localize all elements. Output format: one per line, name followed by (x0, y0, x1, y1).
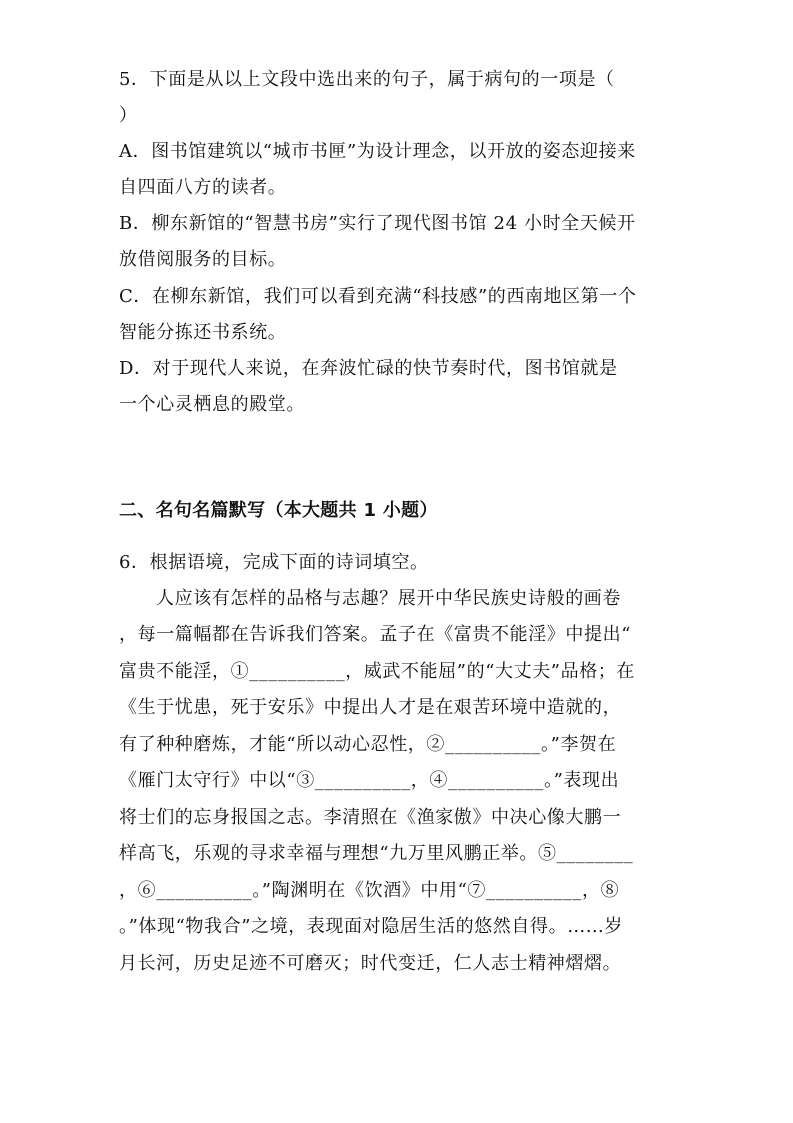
question-5-stem-cont: ） (119, 105, 138, 126)
option-c-line2: 智能分拣还书系统。 (119, 322, 287, 343)
passage-line: 《雁门太守行》中以“③__________，④__________。”表现出 (119, 770, 620, 791)
option-d-line2: 一个心灵栖息的殿堂。 (119, 394, 305, 415)
passage-line: 月长河，历史足迹不可磨灭；时代变迁，仁人志士精神熠熠。 (119, 953, 622, 974)
passage-line: ，每一篇幅都在告诉我们答案。孟子在《富贵不能淫》中提出“ (119, 624, 631, 645)
passage-line: 。”体现“物我合”之境，表现面对隐居生活的悠然自得。……岁 (119, 916, 624, 937)
option-d-line1: D．对于现代人来说，在奔波忙碌的快节奏时代，图书馆就是 (119, 358, 618, 379)
passage-line: 《生于忧患，死于安乐》中提出人才是在艰苦环境中造就的， (119, 697, 622, 718)
passage-line: 人应该有怎样的品格与志趣？展开中华民族史诗般的画卷 (156, 588, 621, 609)
passage-line: 将士们的忘身报国之志。李清照在《渔家傲》中决心像大鹏一 (119, 807, 622, 828)
option-a-line1: A．图书馆建筑以“城市书匣”为设计理念，以开放的姿态迎接来 (119, 141, 636, 162)
option-c-line1: C．在柳东新馆，我们可以看到充满“科技感”的西南地区第一个 (119, 286, 637, 307)
passage-line: 样高飞，乐观的寻求幸福与理想“九万里风鹏正举。⑤________ (119, 843, 634, 864)
question-6-stem: 6．根据语境，完成下面的诗词填空。 (119, 552, 429, 573)
option-a-line2: 自四面八方的读者。 (119, 177, 287, 198)
section-2-heading: 二、名句名篇默写（本大题共 1 小题） (119, 500, 438, 521)
option-b-line2: 放借阅服务的目标。 (119, 249, 287, 270)
question-5-stem: 5．下面是从以上文段中选出来的句子，属于病句的一项是（ (119, 69, 615, 90)
passage-line: ，⑥__________。”陶渊明在《饮酒》中用“⑦__________，⑧ (119, 880, 620, 901)
option-b-line1: B．柳东新馆的“智慧书房”实行了现代图书馆 24 小时全天候开 (119, 213, 636, 234)
passage-line: 有了种种磨炼，才能“所以动心忍性，②__________。”李贺在 (119, 734, 617, 755)
passage-line: 富贵不能淫，①__________，威武不能屈”的“大丈夫”品格；在 (119, 661, 636, 682)
